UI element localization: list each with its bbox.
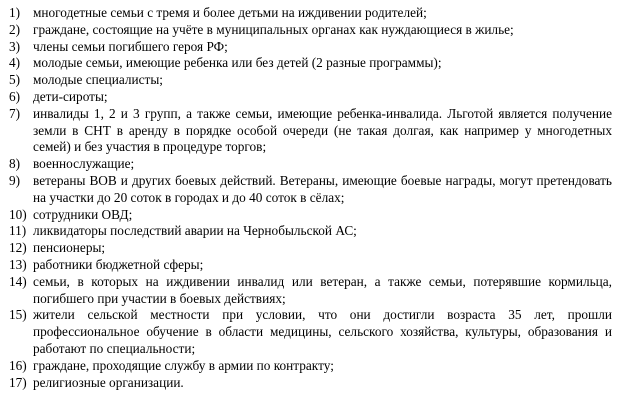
list-item-text: многодетные семьи с тремя и более детьми на иждивении родителей;: [33, 5, 427, 20]
list-item: [9, 307, 612, 357]
list-item-number: 13): [9, 256, 27, 272]
list-item-number: 9): [9, 172, 21, 188]
list-item-number: 10): [9, 206, 27, 222]
list-item-text: дети-сироты;: [33, 88, 108, 104]
list-item: [9, 207, 612, 224]
list-item-text: молодые семьи, имеющие ребенка или без детей (2 разные программы);: [33, 55, 442, 71]
list-item-text: граждане, проходящие службу в армии по контракту;: [33, 357, 334, 373]
list-item: [9, 106, 612, 156]
list-item-number: 16): [9, 357, 27, 373]
list-item-text: религиозные организации.: [33, 374, 184, 390]
list-item: [9, 257, 612, 274]
list-item-number: 12): [9, 240, 27, 256]
list-item: [9, 274, 612, 308]
list-item-number: 2): [9, 21, 21, 37]
list-item-number: 14): [9, 273, 27, 289]
privileged-categories-list: [9, 5, 612, 391]
list-item-text: жители сельской местности при условии, что они достигли возраста 35 лет, прошли профессиональное обучение в области медицины, сельского хозяйства, культуры, образования и работают по специальности;: [33, 307, 612, 356]
list-item: [9, 240, 612, 257]
list-item-number: 5): [9, 72, 21, 88]
list-item-number: 6): [9, 88, 21, 104]
list-item-text: военнослужащие;: [33, 156, 135, 172]
list-item-number: 15): [9, 307, 27, 323]
list-item: [9, 223, 612, 240]
list-item-text: ликвидаторы последствий аварии на Чернобыльской АС;: [33, 223, 357, 239]
list-item-text: работники бюджетной сферы;: [33, 256, 204, 272]
list-item-number: 17): [9, 374, 27, 390]
list-item-number: 1): [9, 5, 21, 20]
list-item: [9, 5, 612, 22]
list-item-text: молодые специалисты;: [33, 72, 163, 88]
list-item-number: 3): [9, 38, 21, 54]
list-item-number: 7): [9, 105, 21, 121]
list-item-text: ветераны ВОВ и других боевых действий. Ветераны, имеющие боевые награды, могут претендовать на участки до 20 соток в городах и до 40 соток в сёлах;: [33, 172, 612, 205]
list-item: [9, 375, 612, 392]
list-item: [9, 89, 612, 106]
list-item-text: члены семьи погибшего героя РФ;: [33, 38, 228, 54]
list-item-text: семьи, в которых на иждивении инвалид или ветеран, а также семьи, потерявшие кормильца, погибшего при участии в боевых действиях;: [33, 273, 612, 306]
list-item: [9, 358, 612, 375]
list-item-text: инвалиды 1, 2 и 3 групп, а также семьи, имеющие ребенка-инвалида. Льготой является получение земли в СНТ в аренду в порядке особой очереди (не такая долгая, как например у многодетных семей) и без участия в процедуре торгов;: [33, 105, 612, 155]
list-item-number: 8): [9, 156, 21, 172]
list-item-text: пенсионеры;: [33, 240, 106, 256]
list-item-text: граждане, состоящие на учёте в муниципальных органах как нуждающиеся в жилье;: [33, 21, 514, 37]
list-item: [9, 72, 612, 89]
list-item: [9, 55, 612, 72]
list-item-number: 11): [9, 223, 27, 239]
list-item: [9, 156, 612, 173]
list-item-number: 4): [9, 55, 21, 71]
list-item: [9, 22, 612, 39]
list-item: [9, 173, 612, 207]
list-item: [9, 39, 612, 56]
list-item-text: сотрудники ОВД;: [33, 206, 133, 222]
